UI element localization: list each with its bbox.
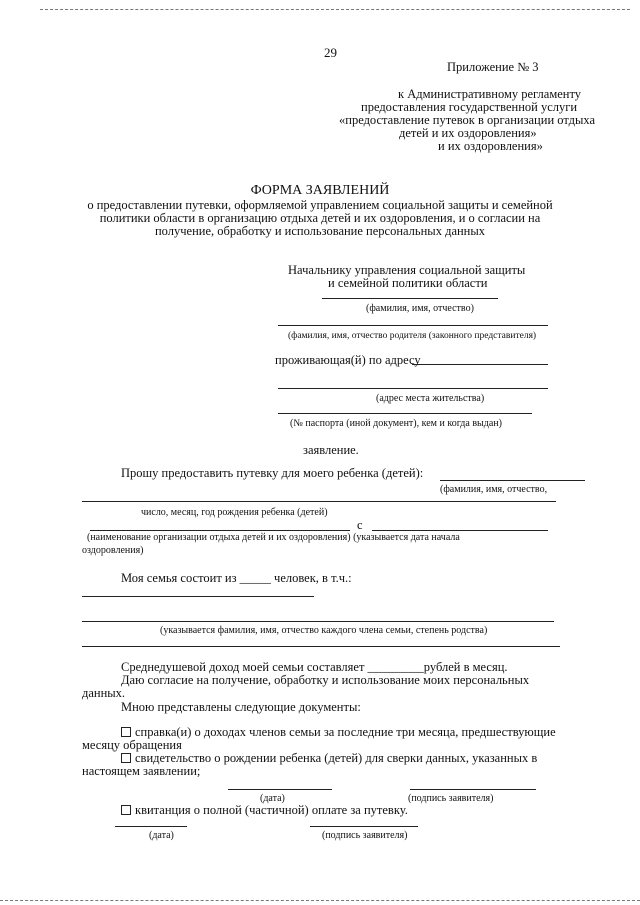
date-line-1[interactable] [228, 789, 332, 790]
doc-income-text-1: справка(и) о доходах членов семьи за последние три месяца, предшествующие [135, 725, 556, 739]
address-caption: (адрес места жительства) [376, 393, 485, 404]
top-edge-line [40, 9, 630, 10]
header-line-5: и их оздоровления» [438, 139, 543, 153]
organization-caption-2: оздоровления) [82, 545, 144, 556]
date-caption-2: (дата) [149, 830, 174, 841]
child-name-caption: (фамилия, имя, отчество, [440, 484, 548, 495]
header-line-4: детей и их оздоровления» [399, 126, 537, 140]
addressee-line-2: и семейной политики области [328, 276, 488, 290]
documents-intro: Мною представлены следующие документы: [121, 700, 361, 714]
date-caption-1: (дата) [260, 793, 285, 804]
bottom-edge-line [0, 900, 640, 901]
income-checkbox[interactable] [121, 727, 131, 737]
family-caption: (указывается фамилия, имя, отчество каждого члена семьи, степень родства) [160, 625, 488, 636]
income-text: Среднедушевой доход моей семьи составляет _________рублей в месяц. [121, 660, 508, 674]
address-line[interactable] [278, 388, 548, 389]
family-line-1[interactable] [82, 596, 314, 597]
applicant-name-caption: (фамилия, имя, отчество родителя (законного представителя) [288, 331, 537, 341]
signature-line-1[interactable] [410, 789, 536, 790]
appendix-label: Приложение № 3 [447, 60, 539, 74]
residing-label: проживающая(й) по адресу [275, 353, 421, 367]
title-line-3: получение, обработку и использование персональных данных [154, 224, 486, 238]
header-line-3: «предоставление путевок в организации отдыха [339, 113, 596, 127]
residing-line[interactable] [412, 364, 548, 365]
request-text: Прошу предоставить путевку для моего ребенка (детей): [121, 466, 424, 480]
doc-birth-text-1: свидетельство о рождении ребенка (детей) для сверки данных, указанных в [135, 751, 538, 765]
start-date-line[interactable] [372, 530, 548, 531]
doc-income-text-2: месяцу обращения [82, 738, 182, 752]
child-name-line-1[interactable] [440, 480, 585, 481]
doc-birth-item[interactable] [121, 751, 537, 765]
signature-caption-2: (подпись заявителя) [322, 830, 408, 841]
organization-caption-1: (наименование организации отдыха детей и их оздоровления) (указывается дата начала [87, 532, 460, 543]
signature-caption-1: (подпись заявителя) [408, 793, 494, 804]
receipt-checkbox[interactable] [121, 805, 131, 815]
addressee-name-caption: (фамилия, имя, отчество) [366, 303, 474, 314]
family-line-3[interactable] [82, 646, 560, 647]
passport-caption: (№ паспорта (иной документ), кем и когда выдан) [290, 418, 502, 429]
page-number: 29 [324, 45, 337, 60]
title-line-1: о предоставлении путевки, оформляемой управлением социальной защиты и семейной [87, 198, 553, 212]
doc-receipt-text: квитанция о полной (частичной) оплате за путевку. [135, 803, 408, 817]
consent-text-2: данных. [82, 686, 126, 700]
addressee-name-line[interactable] [322, 298, 498, 299]
child-dob-caption: число, месяц, год рождения ребенка (детей) [141, 507, 328, 518]
date-line-2[interactable] [115, 826, 187, 827]
header-line-1: к Административному регламенту [398, 87, 582, 101]
family-line-2[interactable] [82, 621, 554, 622]
doc-birth-text-2: настоящем заявлении; [82, 764, 201, 778]
addressee-line-1: Начальнику управления социальной защиты [288, 263, 526, 277]
title-line-2: политики области в организацию отдыха детей и их оздоровления, и о согласии на [99, 211, 541, 225]
header-line-2: предоставления государственной услуги [361, 100, 578, 114]
form-title: ФОРМА ЗАЯВЛЕНИЙ [250, 183, 390, 198]
consent-text-1: Даю согласие на получение, обработку и использование моих персональных [121, 673, 530, 687]
from-letter: с [357, 518, 363, 532]
child-name-line-2[interactable] [82, 501, 556, 502]
family-composition-text: Моя семья состоит из _____ человек, в т.ч.: [121, 571, 352, 585]
doc-receipt-item[interactable] [121, 803, 408, 817]
signature-line-2[interactable] [310, 826, 418, 827]
statement-word: заявление. [303, 443, 359, 457]
passport-line[interactable] [278, 413, 532, 414]
birth-certificate-checkbox[interactable] [121, 753, 131, 763]
doc-income-item[interactable] [121, 725, 556, 739]
organization-line[interactable] [90, 530, 350, 531]
applicant-name-line[interactable] [278, 325, 548, 326]
